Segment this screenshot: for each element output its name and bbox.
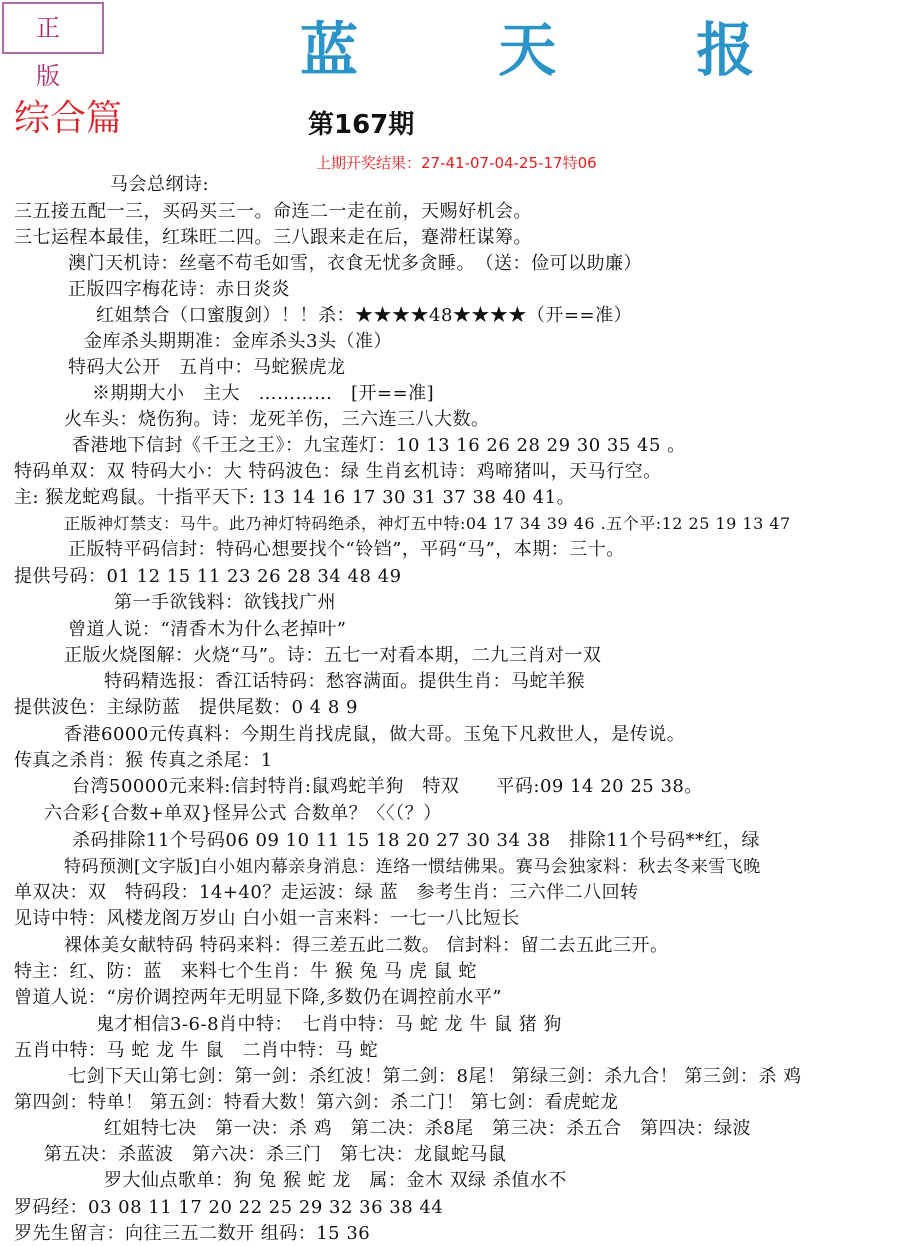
text-line: 五肖中特：马 蛇 龙 牛 鼠 二肖中特：马 蛇 [14, 1040, 379, 1061]
text-line: 鬼才相信3-6-8肖中特： 七肖中特：马 蛇 龙 牛 鼠 猪 狗 [96, 1014, 562, 1035]
text-line: 正版四字梅花诗：赤日炎炎 [68, 279, 290, 300]
text-line: 特码大公开 五肖中：马蛇猴虎龙 [68, 357, 346, 378]
text-line: 第四剑：特单！ 第五剑：特看大数！第六剑：杀二门！ 第七剑：看虎蛇龙 [14, 1092, 619, 1113]
text-line: 单双决：双 特码段：14+40？走运波：绿 蓝 参考生肖：三六伴二八回转 [14, 882, 639, 903]
text-line: 曾道人说：“房价调控两年无明显下降,多数仍在调控前水平” [14, 987, 503, 1008]
text-line: 正版火烧图解：火烧“马”。诗：五七一对看本期，二九三肖对一双 [64, 645, 602, 666]
text-line: 杀码排除11个号码06 09 10 11 15 18 20 27 30 34 38 排除11个号码**红，绿 [72, 830, 760, 851]
text-line: 六合彩{合数+单双}怪异公式 合数单？〈〈（？） [44, 803, 442, 824]
text-line: 罗码经：03 08 11 17 20 22 25 29 32 36 38 44 [14, 1197, 444, 1218]
newspaper-title: 蓝 天 报 [300, 16, 815, 84]
text-line: 金库杀头期期准：金库杀头3头（准） [84, 331, 392, 352]
text-line: 特码预测[文字版]白小姐内幕亲身消息：连络一惯结佛果。赛马会独家料：秋去冬来雪飞晚 [64, 857, 761, 877]
text-line: 台湾50000元来料:信封特肖:鼠鸡蛇羊狗 特双 平码:09 14 20 25 38。 [72, 776, 703, 797]
edition-stamp: 正 版 [2, 2, 104, 54]
text-line: 罗先生留言：向往三五二数开 组码：15 36 [14, 1223, 371, 1244]
text-line: 火车头：烧伤狗。诗：龙死羊伤，三六连三八大数。 [64, 409, 490, 430]
text-line: 三五接五配一三，买码买三一。命连二一走在前，天赐好机会。 [14, 201, 532, 222]
text-line: 提供号码：01 12 15 11 23 26 28 34 48 49 [14, 566, 402, 587]
text-line: 第一手欲钱料：欲钱找广州 [114, 592, 336, 613]
section-title: 综合篇 [14, 98, 123, 139]
text-line: 正版神灯禁支：马牛。此乃神灯特码绝杀，神灯五中特:04 17 34 39 46 .五个平:12 25 19 13 47 [64, 514, 791, 533]
text-line: 特码精选报：香江话特码：愁容满面。提供生肖：马蛇羊猴 [104, 671, 585, 692]
text-line: 红姐禁合（口蜜腹剑）！！杀：★★★★48★★★★（开==准） [96, 305, 633, 326]
text-line: 罗大仙点歌单：狗 兔 猴 蛇 龙 属：金木 双绿 杀值水不 [104, 1170, 567, 1191]
text-line: 澳门天机诗：丝毫不苟毛如雪，衣食无忧多贪睡。 （送：俭可以助廉） [68, 253, 642, 274]
text-line: 传真之杀肖：猴 传真之杀尾：1 [14, 750, 273, 771]
text-line: 第五决：杀蓝波 第六决：杀三门 第七决：龙鼠蛇马鼠 [44, 1144, 507, 1165]
text-line: 主: 猴龙蛇鸡鼠。十指平天下: 13 14 16 17 30 31 37 38 40 41。 [14, 487, 576, 508]
text-line: 特码单双：双 特码大小：大 特码波色：绿 生肖玄机诗：鸡啼猪叫，天马行空。 [14, 461, 662, 482]
text-line: ※期期大小 主大 ………… [开==准] [92, 383, 435, 404]
issue-number: 第167期 [308, 110, 415, 140]
text-line: 正版特平码信封：特码心想要找个“铃铛”，平码“马”，本期：三十。 [68, 539, 625, 560]
text-line: 香港6000元传真料：今期生肖找虎鼠，做大哥。玉兔下凡救世人，是传说。 [64, 724, 686, 745]
text-line: 提供波色：主绿防蓝 提供尾数：0 4 8 9 [14, 697, 358, 718]
text-line: 裸体美女献特码 特码来料：得三差五此二数。 信封料：留二去五此三开。 [64, 935, 669, 956]
last-draw-result: 上期开奖结果：27-41-07-04-25-17特06 [316, 154, 597, 172]
text-line: 特主：红、防：蓝 来料七个生肖：牛 猴 兔 马 虎 鼠 蛇 [14, 961, 477, 982]
text-line: 七剑下天山第七剑：第一剑：杀红波！第二剑：8尾！ 第绿三剑：杀九合！ 第三剑：杀 鸡 [68, 1066, 802, 1087]
text-line: 见诗中特：风楼龙阁万岁山 白小姐一言来料：一七一八比短长 [14, 908, 520, 929]
text-line: 红姐特七决 第一决：杀 鸡 第二决：杀8尾 第三决：杀五合 第四决：绿波 [104, 1118, 752, 1139]
text-line: 香港地下信封《千王之王》：九宝莲灯：10 13 16 26 28 29 30 35 45 。 [72, 435, 686, 456]
text-line: 三七运程本最佳，红珠旺二四。三八跟来走在后，蹇滞枉谋筹。 [14, 227, 532, 248]
text-line: 马会总纲诗: [110, 174, 210, 195]
text-line: 曾道人说：“清香木为什么老掉叶” [68, 619, 347, 640]
